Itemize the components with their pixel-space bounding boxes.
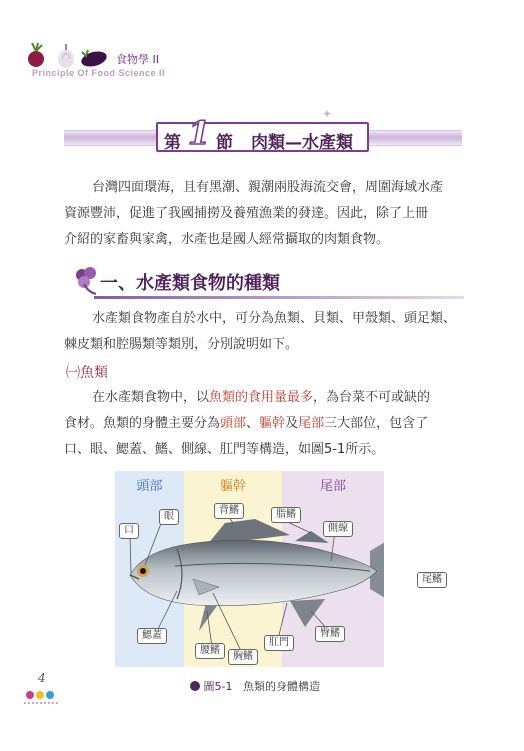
types-line: 水產類食物產自於水中，可分為魚類、貝類、甲殼類、頭足類、 — [92, 311, 457, 326]
clover-icon — [70, 264, 104, 298]
subsection-heading — [70, 264, 464, 302]
anus-label: 肛門 — [264, 635, 294, 651]
pelvic-fin-label: 腰鰭 — [195, 643, 225, 659]
figure-caption — [190, 678, 320, 694]
gill-cover-label: 鰓蓋 — [137, 628, 167, 644]
fish-line: 在水產類食物中，以魚類的食用量最多，為台菜不可或缺的 — [92, 390, 431, 405]
section-prefix: 第 — [164, 133, 181, 153]
trunk-zone-label: 軀幹 — [219, 479, 246, 494]
intro-line: 資源豐沛，促進了我國捕撈及養殖漁業的發達。因此，除了上冊 — [64, 206, 429, 221]
types-line: 棘皮類和腔腸類等類別，分別說明如下。 — [64, 337, 299, 352]
book-title: 食物學 II — [116, 53, 159, 66]
lateral-line-label: 側線 — [323, 521, 353, 537]
types-paragraph — [64, 306, 460, 358]
mouth-label: 口 — [119, 523, 139, 539]
figure-caption-text: 魚類的身體構造 — [242, 680, 320, 693]
anal-fin-label: 臀鰭 — [315, 626, 345, 642]
section-number: 1 — [188, 114, 211, 152]
book-subtitle: Principle Of Food Science II — [32, 68, 166, 78]
intro-line: 介紹的家畜與家禽，水產也是國人經常攝取的肉類食物。 — [64, 232, 390, 247]
eye-label: 眼 — [159, 509, 179, 525]
subsection-underline — [94, 296, 464, 299]
pectoral-fin-label: 胸鰭 — [228, 649, 258, 665]
dorsal-fin-label: 背鰭 — [214, 503, 244, 519]
section-banner — [64, 107, 462, 153]
intro-paragraph — [64, 175, 460, 253]
figure-caption-icon — [190, 681, 200, 691]
banner-box — [156, 107, 369, 153]
vegetables-logo-icon — [26, 42, 114, 70]
section-suffix: 節 — [216, 133, 233, 153]
sparkle-icon: ✦ — [322, 107, 333, 121]
fish-paragraph — [64, 385, 460, 463]
section-title: 肉類—水產類 — [251, 133, 353, 153]
fish-anatomy-figure — [115, 471, 442, 667]
fish-heading: ㈠魚類 — [66, 365, 108, 381]
fish-line: 食材。魚類的身體主要分為頭部、軀幹及尾部三大部位，包含了 — [64, 416, 429, 431]
subsection-title: 一、水產類食物的種類 — [100, 273, 280, 294]
intro-line: 台灣四面環海，且有黑潮、親潮兩股海流交會，周圍海域水產 — [92, 180, 444, 195]
fish-line: 口、眼、鰓蓋、鰭、側線、肛門等構造，如圖5-1所示。 — [64, 442, 385, 457]
tail-fin-label: 尾鰭 — [417, 572, 447, 588]
adipose-fin-label: 脂鰭 — [271, 507, 301, 523]
tail-zone-label: 尾部 — [319, 479, 346, 494]
color-dots-icon — [24, 686, 64, 704]
figure-number: 圖5-1 — [203, 680, 233, 693]
page-number: 4 — [38, 671, 46, 685]
head-zone-label: 頭部 — [136, 479, 163, 494]
